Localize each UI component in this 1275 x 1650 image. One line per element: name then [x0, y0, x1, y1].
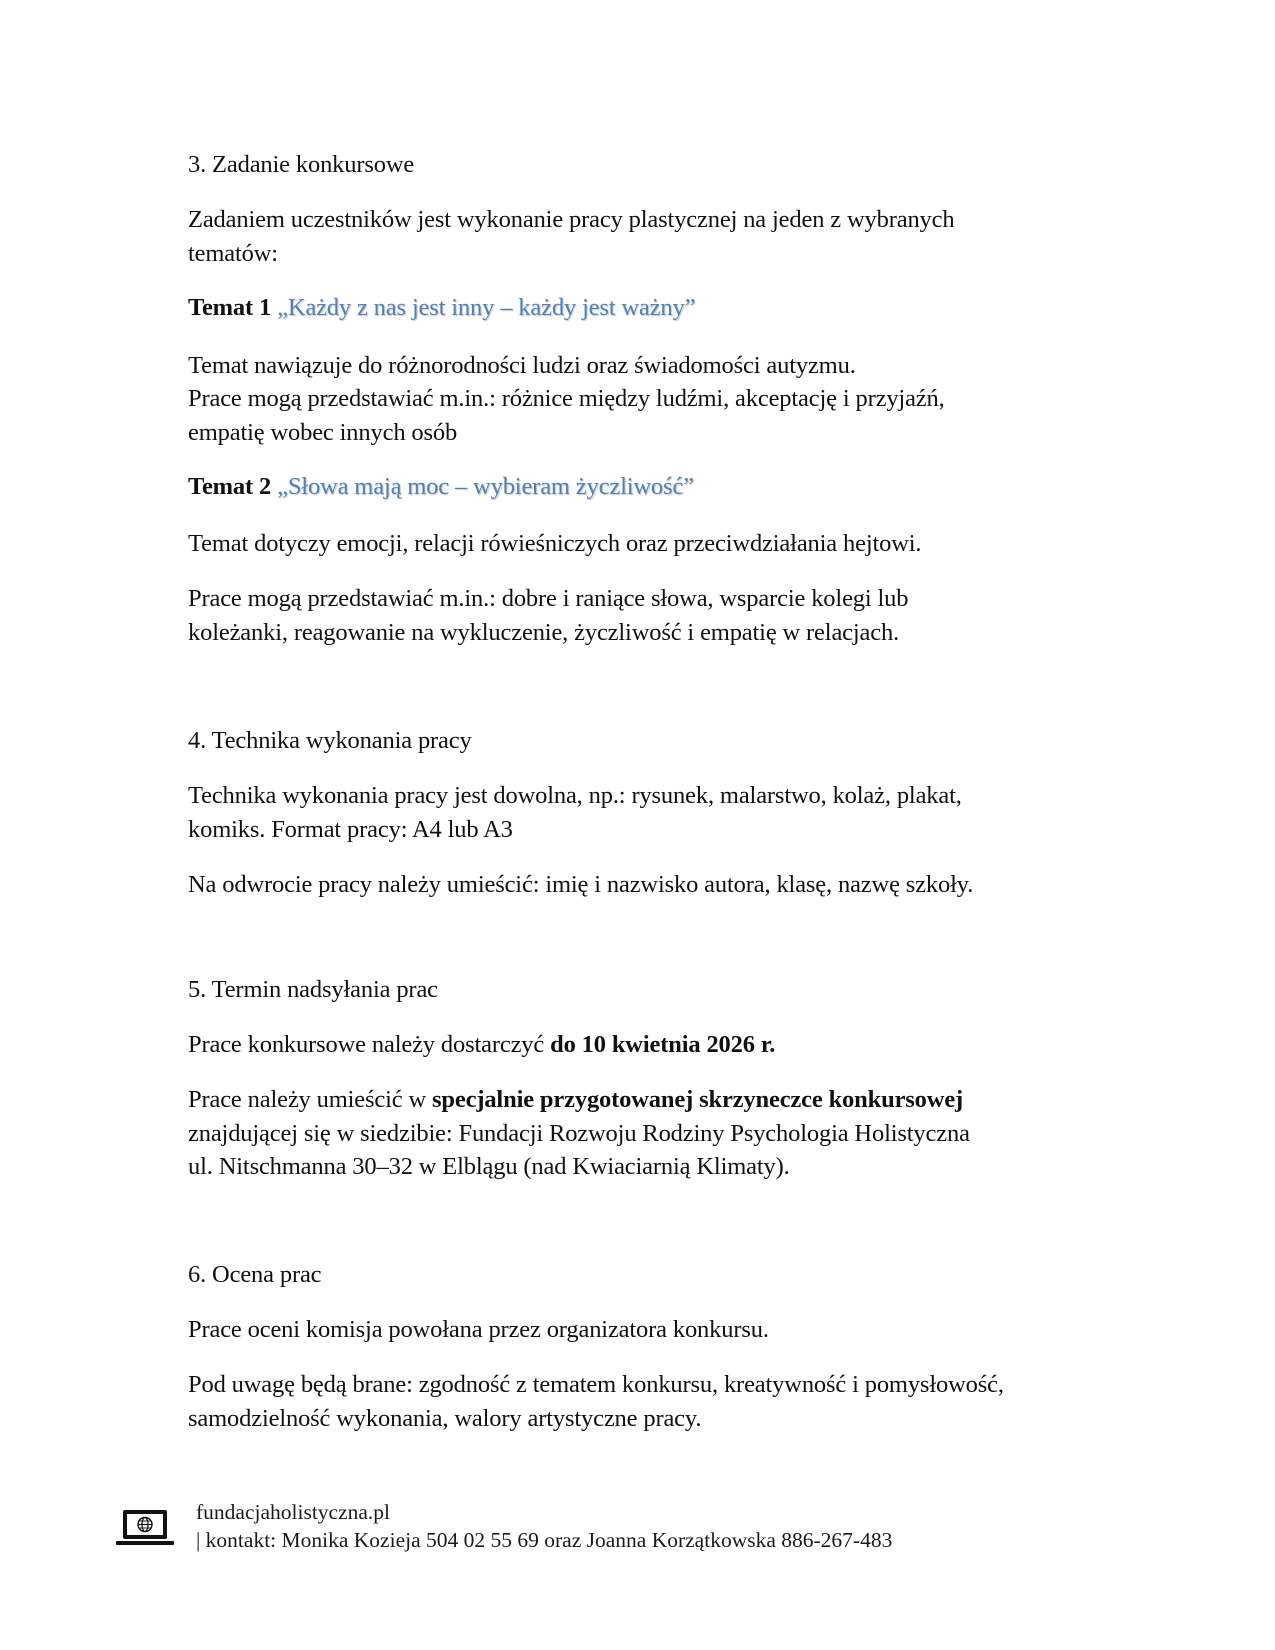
section-3-intro-line-1: Zadaniem uczestników jest wykonanie pracy plastycznej na jeden z wybranych: [188, 206, 955, 233]
topic-1-desc-line-1: Temat nawiązuje do różnorodności ludzi oraz świadomości autyzmu.: [188, 352, 856, 379]
section-4-line-3: Na odwrocie pracy należy umieścić: imię i nazwisko autora, klasę, nazwę szkoły.: [188, 871, 974, 898]
section-4-line-1: Technika wykonania pracy jest dowolna, np.: rysunek, malarstwo, kolaż, plakat,: [188, 782, 962, 809]
section-5-place-line-2: znajdującej się w siedzibie: Fundacji Rozwoju Rodziny Psychologia Holistyczna: [188, 1120, 970, 1147]
topic-1-desc-line-3: empatię wobec innych osób: [188, 419, 458, 446]
topic-2-label: Temat 2: [188, 473, 272, 500]
section-4-heading: 4. Technika wykonania pracy: [188, 727, 472, 754]
topic-1-label: Temat 1: [188, 294, 272, 321]
place-bold: specjalnie przygotowanej skrzyneczce konkursowej: [432, 1086, 964, 1113]
topic-2-desc-line-1: Temat dotyczy emocji, relacji rówieśniczych oraz przeciwdziałania hejtowi.: [188, 530, 922, 557]
place-prefix: Prace należy umieścić w: [188, 1086, 433, 1113]
section-5-deadline: [188, 1028, 775, 1062]
section-3-heading: 3. Zadanie konkursowe: [188, 151, 415, 178]
section-5-place-line-1: [188, 1083, 963, 1117]
section-6-heading: 6. Ocena prac: [188, 1261, 322, 1288]
section-6-line-3: samodzielność wykonania, walory artystyczne pracy.: [188, 1405, 702, 1432]
section-6-line-2: Pod uwagę będą brane: zgodność z tematem konkursu, kreatywność i pomysłowość,: [188, 1371, 1004, 1398]
laptop-globe-icon: [116, 1508, 176, 1548]
section-3-intro-line-2: tematów:: [188, 240, 278, 267]
deadline-date: do 10 kwietnia 2026 r.: [550, 1031, 776, 1058]
topic-1-desc-line-2: Prace mogą przedstawiać m.in.: różnice między ludźmi, akceptację i przyjaźń,: [188, 385, 945, 412]
topic-2-desc-line-2: Prace mogą przedstawiać m.in.: dobre i raniące słowa, wsparcie kolegi lub: [188, 585, 909, 612]
topic-1-title: „Każdy z nas jest inny – każdy jest ważny”: [277, 294, 696, 321]
topic-2-title: „Słowa mają moc – wybieram życzliwość”: [277, 473, 694, 500]
deadline-prefix: Prace konkursowe należy dostarczyć: [188, 1031, 551, 1058]
section-5-heading: 5. Termin nadsyłania prac: [188, 976, 438, 1003]
section-6-line-1: Prace oceni komisja powołana przez organizatora konkursu.: [188, 1316, 769, 1343]
topic-1-heading: [188, 291, 695, 325]
section-5-place-line-3: ul. Nitschmanna 30–32 w Elblągu (nad Kwiaciarnią Klimaty).: [188, 1153, 790, 1180]
topic-2-heading: [188, 470, 694, 504]
footer-contact: | kontakt: Monika Kozieja 504 02 55 69 oraz Joanna Korzątkowska 886-267-483: [196, 1528, 893, 1552]
footer-website[interactable]: fundacjaholistyczna.pl: [196, 1500, 391, 1524]
section-4-line-2: komiks. Format pracy: A4 lub A3: [188, 816, 513, 843]
topic-2-desc-line-3: koleżanki, reagowanie na wykluczenie, życzliwość i empatię w relacjach.: [188, 619, 900, 646]
